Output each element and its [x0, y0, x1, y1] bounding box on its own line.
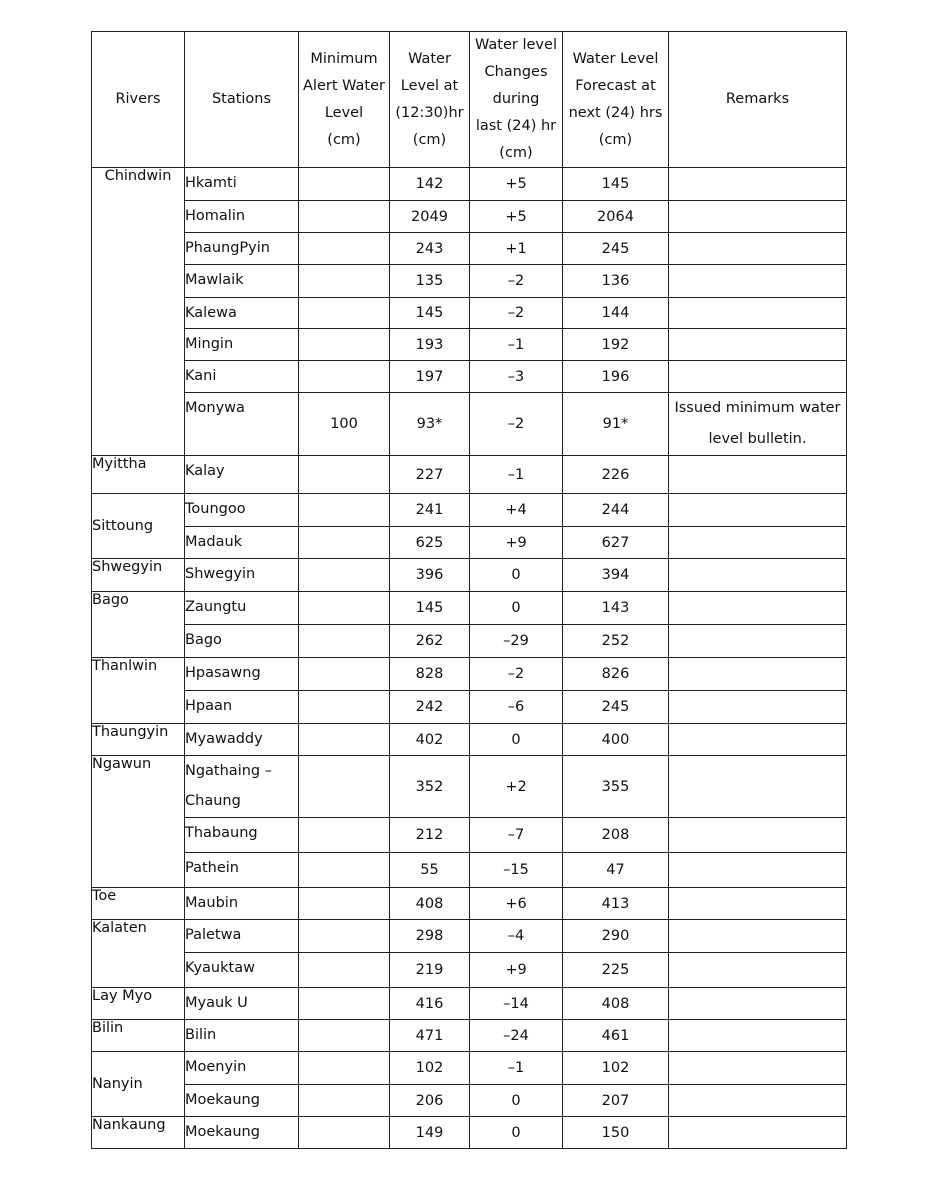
- station-cell: [185, 1085, 299, 1117]
- remarks-cell: [669, 456, 847, 494]
- header-stations: [185, 32, 299, 168]
- water-level-cell: 142: [390, 168, 470, 201]
- forecast-cell: 91*: [563, 393, 669, 456]
- station-name: Mawlaik: [185, 272, 244, 288]
- remarks-cell: [669, 298, 847, 329]
- station-name: Pathein: [185, 860, 239, 876]
- station-cell: [185, 233, 299, 265]
- change-cell: –29: [470, 625, 563, 658]
- header-change: [470, 32, 563, 168]
- header-water-level: [390, 32, 470, 168]
- river-cell: Thaungyin: [92, 724, 185, 756]
- station-name: Shwegyin: [185, 566, 256, 582]
- table-row: [92, 888, 847, 920]
- change-cell: 0: [470, 724, 563, 756]
- water-level-cell: 193: [390, 329, 470, 361]
- station-cell: [185, 1117, 299, 1149]
- min-alert-cell: [299, 168, 390, 201]
- header-row: [92, 32, 847, 168]
- river-cell: Chindwin: [92, 168, 185, 456]
- station-cell: [185, 201, 299, 233]
- forecast-cell: 196: [563, 361, 669, 393]
- change-cell: +1: [470, 233, 563, 265]
- station-name: Bilin: [185, 1027, 217, 1043]
- station-name: Hpaan: [185, 698, 233, 714]
- station-name: Moenyin: [185, 1059, 247, 1075]
- station-cell: [185, 724, 299, 756]
- water-level-cell: 416: [390, 988, 470, 1020]
- river-cell: Nankaung: [92, 1117, 185, 1149]
- station-cell: [185, 756, 299, 818]
- min-alert-cell: [299, 298, 390, 329]
- table-row: [92, 233, 847, 265]
- table-row: [92, 393, 847, 456]
- change-cell: –2: [470, 393, 563, 456]
- change-cell: +9: [470, 527, 563, 559]
- forecast-cell: 192: [563, 329, 669, 361]
- table-row: [92, 1085, 847, 1117]
- forecast-cell: 2064: [563, 201, 669, 233]
- header-min-alert: [299, 32, 390, 168]
- water-level-cell: 408: [390, 888, 470, 920]
- min-alert-cell: [299, 265, 390, 298]
- station-name: Monywa: [185, 400, 245, 416]
- station-cell: [185, 818, 299, 853]
- river-cell: Myittha: [92, 456, 185, 494]
- header-label: Stations: [211, 91, 272, 107]
- change-cell: –3: [470, 361, 563, 393]
- station-cell: [185, 168, 299, 201]
- remarks-cell: [669, 920, 847, 953]
- station-cell: [185, 456, 299, 494]
- station-cell: [185, 494, 299, 527]
- min-alert-cell: [299, 988, 390, 1020]
- station-name: Zaungtu: [185, 599, 247, 615]
- table-row: [92, 361, 847, 393]
- station-name: Kyauktaw: [185, 960, 255, 976]
- station-name: PhaungPyin: [185, 240, 270, 256]
- river-cell: Lay Myo: [92, 988, 185, 1020]
- remarks-cell: [669, 888, 847, 920]
- table-row: [92, 625, 847, 658]
- min-alert-cell: [299, 853, 390, 888]
- water-level-cell: 352: [390, 756, 470, 818]
- change-cell: 0: [470, 559, 563, 592]
- remarks-cell: Issued minimum water level bulletin.: [669, 393, 847, 456]
- forecast-cell: 355: [563, 756, 669, 818]
- change-cell: –7: [470, 818, 563, 853]
- table-row: [92, 724, 847, 756]
- water-level-cell: 2049: [390, 201, 470, 233]
- station-cell: [185, 1052, 299, 1085]
- min-alert-cell: [299, 920, 390, 953]
- water-level-cell: 212: [390, 818, 470, 853]
- station-name: Mingin: [185, 336, 234, 352]
- water-level-cell: 102: [390, 1052, 470, 1085]
- table-row: [92, 168, 847, 201]
- forecast-cell: 226: [563, 456, 669, 494]
- remarks-cell: [669, 988, 847, 1020]
- forecast-cell: 136: [563, 265, 669, 298]
- water-level-cell: 828: [390, 658, 470, 691]
- change-cell: +2: [470, 756, 563, 818]
- forecast-cell: 145: [563, 168, 669, 201]
- remarks-cell: [669, 1052, 847, 1085]
- min-alert-cell: [299, 361, 390, 393]
- forecast-cell: 290: [563, 920, 669, 953]
- water-level-cell: 219: [390, 953, 470, 988]
- remarks-cell: [669, 818, 847, 853]
- remarks-cell: [669, 592, 847, 625]
- water-level-cell: 149: [390, 1117, 470, 1149]
- change-cell: +9: [470, 953, 563, 988]
- station-name: Moekaung: [185, 1092, 260, 1108]
- river-cell: Thanlwin: [92, 658, 185, 724]
- remarks-cell: [669, 1085, 847, 1117]
- table-row: [92, 456, 847, 494]
- remarks-cell: [669, 625, 847, 658]
- station-name: Maubin: [185, 895, 239, 911]
- change-cell: 0: [470, 1085, 563, 1117]
- change-cell: +4: [470, 494, 563, 527]
- remarks-cell: [669, 1020, 847, 1052]
- station-cell: [185, 625, 299, 658]
- station-cell: [185, 329, 299, 361]
- min-alert-cell: [299, 527, 390, 559]
- station-cell: [185, 853, 299, 888]
- change-cell: –2: [470, 265, 563, 298]
- water-level-cell: 242: [390, 691, 470, 724]
- station-cell: [185, 393, 299, 456]
- change-cell: –15: [470, 853, 563, 888]
- min-alert-cell: [299, 233, 390, 265]
- forecast-cell: 826: [563, 658, 669, 691]
- water-level-cell: 241: [390, 494, 470, 527]
- change-cell: 0: [470, 592, 563, 625]
- station-name: Hkamti: [185, 175, 237, 191]
- min-alert-cell: [299, 888, 390, 920]
- water-level-sheet: [91, 31, 846, 1149]
- river-cell: Ngawun: [92, 756, 185, 888]
- water-level-cell: 93*: [390, 393, 470, 456]
- remarks-cell: [669, 658, 847, 691]
- station-name: Hpasawng: [185, 665, 261, 681]
- header-label: Water level Changes during last (24) hr (cm): [475, 37, 557, 161]
- table-row: [92, 691, 847, 724]
- change-cell: 0: [470, 1117, 563, 1149]
- min-alert-cell: [299, 818, 390, 853]
- forecast-cell: 102: [563, 1052, 669, 1085]
- min-alert-cell: 100: [299, 393, 390, 456]
- station-cell: [185, 1020, 299, 1052]
- min-alert-cell: [299, 724, 390, 756]
- forecast-cell: 207: [563, 1085, 669, 1117]
- station-cell: [185, 265, 299, 298]
- forecast-cell: 208: [563, 818, 669, 853]
- station-cell: [185, 298, 299, 329]
- header-label: Water Level at (12:30)hr (cm): [395, 50, 464, 148]
- remarks-cell: [669, 494, 847, 527]
- forecast-cell: 461: [563, 1020, 669, 1052]
- table-header: [92, 32, 847, 168]
- forecast-cell: 627: [563, 527, 669, 559]
- river-cell: Nanyin: [92, 1052, 185, 1117]
- station-name: Madauk: [185, 534, 243, 550]
- station-name: Moekaung: [185, 1124, 260, 1140]
- water-level-table: [91, 31, 847, 1149]
- header-label: Water Level Forecast at next (24) hrs (cm): [568, 50, 663, 148]
- river-cell: Shwegyin: [92, 559, 185, 592]
- table-row: [92, 658, 847, 691]
- remarks-cell: [669, 233, 847, 265]
- min-alert-cell: [299, 658, 390, 691]
- remarks-cell: [669, 168, 847, 201]
- station-cell: [185, 953, 299, 988]
- table-row: [92, 527, 847, 559]
- forecast-cell: 225: [563, 953, 669, 988]
- min-alert-cell: [299, 691, 390, 724]
- table-row: [92, 329, 847, 361]
- table-row: [92, 559, 847, 592]
- forecast-cell: 150: [563, 1117, 669, 1149]
- header-remarks: [669, 32, 847, 168]
- station-cell: [185, 559, 299, 592]
- change-cell: +5: [470, 168, 563, 201]
- water-level-cell: 135: [390, 265, 470, 298]
- min-alert-cell: [299, 329, 390, 361]
- header-label: Minimum Alert Water Level (cm): [303, 50, 385, 148]
- station-cell: [185, 691, 299, 724]
- table-body: [92, 168, 847, 1149]
- forecast-cell: 394: [563, 559, 669, 592]
- water-level-cell: 262: [390, 625, 470, 658]
- change-cell: –2: [470, 298, 563, 329]
- station-cell: [185, 920, 299, 953]
- station-name: Kani: [185, 368, 217, 384]
- remarks-cell: [669, 953, 847, 988]
- water-level-cell: 145: [390, 592, 470, 625]
- water-level-cell: 197: [390, 361, 470, 393]
- change-cell: +6: [470, 888, 563, 920]
- table-row: [92, 265, 847, 298]
- station-cell: [185, 592, 299, 625]
- min-alert-cell: [299, 756, 390, 818]
- station-name: Paletwa: [185, 927, 242, 943]
- remarks-cell: [669, 1117, 847, 1149]
- river-cell: Bilin: [92, 1020, 185, 1052]
- station-cell: [185, 988, 299, 1020]
- forecast-cell: 400: [563, 724, 669, 756]
- forecast-cell: 244: [563, 494, 669, 527]
- table-row: [92, 1117, 847, 1149]
- station-cell: [185, 888, 299, 920]
- station-name: Kalay: [185, 463, 225, 479]
- header-rivers: [92, 32, 185, 168]
- min-alert-cell: [299, 1117, 390, 1149]
- forecast-cell: 245: [563, 691, 669, 724]
- table-row: [92, 756, 847, 818]
- remarks-cell: [669, 527, 847, 559]
- forecast-cell: 143: [563, 592, 669, 625]
- forecast-cell: 413: [563, 888, 669, 920]
- forecast-cell: 408: [563, 988, 669, 1020]
- table-row: [92, 853, 847, 888]
- water-level-cell: 55: [390, 853, 470, 888]
- river-cell: Kalaten: [92, 920, 185, 988]
- remarks-cell: [669, 853, 847, 888]
- remarks-cell: [669, 361, 847, 393]
- change-cell: +5: [470, 201, 563, 233]
- min-alert-cell: [299, 1020, 390, 1052]
- station-cell: [185, 527, 299, 559]
- change-cell: –1: [470, 329, 563, 361]
- change-cell: –1: [470, 1052, 563, 1085]
- remarks-cell: [669, 329, 847, 361]
- station-name: Thabaung: [185, 825, 258, 841]
- remarks-cell: [669, 691, 847, 724]
- min-alert-cell: [299, 592, 390, 625]
- river-cell: Toe: [92, 888, 185, 920]
- table-row: [92, 298, 847, 329]
- remarks-cell: [669, 724, 847, 756]
- station-cell: [185, 658, 299, 691]
- min-alert-cell: [299, 456, 390, 494]
- river-cell: Bago: [92, 592, 185, 658]
- table-row: [92, 953, 847, 988]
- min-alert-cell: [299, 494, 390, 527]
- table-row: [92, 1020, 847, 1052]
- table-row: [92, 1052, 847, 1085]
- station-name: Kalewa: [185, 305, 237, 321]
- header-label: Rivers: [115, 91, 161, 107]
- water-level-cell: 243: [390, 233, 470, 265]
- forecast-cell: 144: [563, 298, 669, 329]
- table-row: [92, 592, 847, 625]
- remarks-cell: [669, 756, 847, 818]
- change-cell: –2: [470, 658, 563, 691]
- water-level-cell: 625: [390, 527, 470, 559]
- min-alert-cell: [299, 1052, 390, 1085]
- water-level-cell: 471: [390, 1020, 470, 1052]
- river-cell: Sittoung: [92, 494, 185, 559]
- water-level-cell: 402: [390, 724, 470, 756]
- station-name: Toungoo: [185, 501, 246, 517]
- water-level-cell: 227: [390, 456, 470, 494]
- table-row: [92, 920, 847, 953]
- forecast-cell: 47: [563, 853, 669, 888]
- station-name: Ngathaing – Chaung: [185, 763, 272, 809]
- min-alert-cell: [299, 625, 390, 658]
- forecast-cell: 252: [563, 625, 669, 658]
- min-alert-cell: [299, 559, 390, 592]
- remarks-cell: [669, 201, 847, 233]
- remarks-cell: [669, 265, 847, 298]
- change-cell: –24: [470, 1020, 563, 1052]
- change-cell: –14: [470, 988, 563, 1020]
- station-name: Bago: [185, 632, 222, 648]
- forecast-cell: 245: [563, 233, 669, 265]
- min-alert-cell: [299, 1085, 390, 1117]
- min-alert-cell: [299, 953, 390, 988]
- table-row: [92, 201, 847, 233]
- water-level-cell: 396: [390, 559, 470, 592]
- table-row: [92, 818, 847, 853]
- table-row: [92, 988, 847, 1020]
- header-label: Remarks: [725, 91, 790, 107]
- water-level-cell: 145: [390, 298, 470, 329]
- change-cell: –4: [470, 920, 563, 953]
- station-cell: [185, 361, 299, 393]
- change-cell: –6: [470, 691, 563, 724]
- change-cell: –1: [470, 456, 563, 494]
- station-name: Myauk U: [185, 995, 248, 1011]
- header-forecast: [563, 32, 669, 168]
- table-row: [92, 494, 847, 527]
- water-level-cell: 298: [390, 920, 470, 953]
- station-name: Homalin: [185, 208, 246, 224]
- remarks-cell: [669, 559, 847, 592]
- min-alert-cell: [299, 201, 390, 233]
- water-level-cell: 206: [390, 1085, 470, 1117]
- station-name: Myawaddy: [185, 731, 263, 747]
